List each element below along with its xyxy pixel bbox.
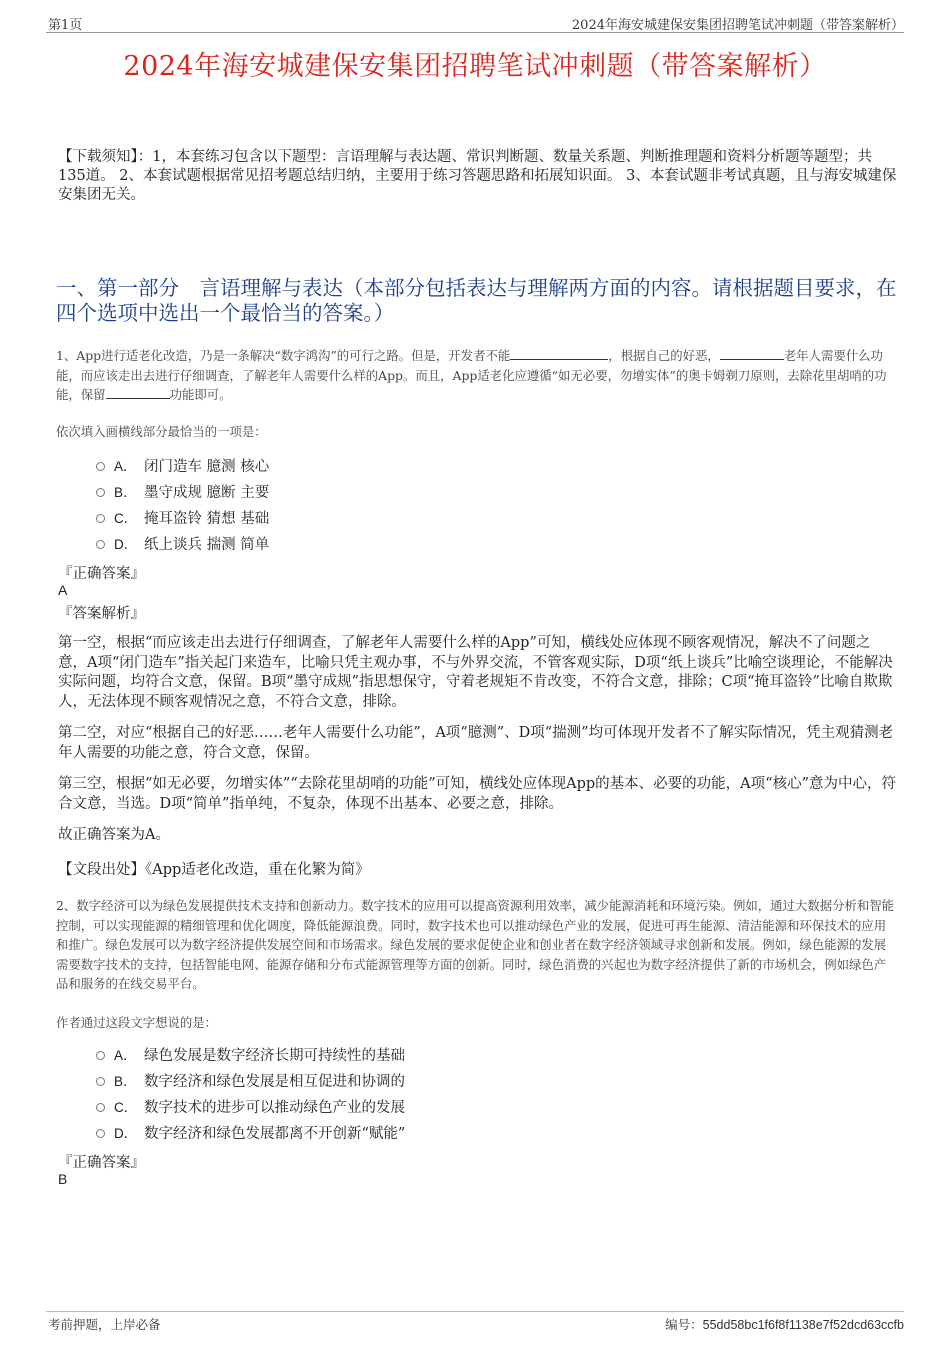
- answer-label: 『正确答案』: [58, 1155, 145, 1171]
- analysis-paragraph: 第三空，根据“如无必要，勿增实体”“去除花里胡哨的功能”可知，横线处应体现App的基本、必要的功能，A项“核心”意为中心，符合文意，当选。D项“简单”指单纯，不复杂，体现不出基本、必要之意，排除。: [58, 776, 896, 812]
- radio-icon[interactable]: [96, 540, 105, 549]
- blank-1: [510, 347, 608, 360]
- header-doc-title: 2024年海安城建保安集团招聘笔试冲刺题（带答案解析）: [571, 18, 904, 33]
- download-notice: 【下载须知】：1，本套练习包含以下题型：言语理解与表达题、常识判断题、数量关系题、判断推理题和资料分析题等题型；共135道。 2、本套试题根据常见招考题总结归纳，主要用于练习答题思路和拓展知识面。 3、本套试题非考试真题，且与海安城建保安集团无关。: [58, 149, 897, 203]
- source-citation: 【文段出处】《App适老化改造，重在化繁为简》: [58, 862, 370, 878]
- blank-3: [106, 386, 170, 399]
- radio-icon[interactable]: [96, 488, 105, 497]
- analysis-paragraph: 第一空，根据“而应该走出去进行仔细调查，了解老年人需要什么样的App”可知，横线处应体现不顾客观情况，解决不了问题之意，A项“闭门造车”指关起门来造车，比喻只凭主观办事，不与外界交流，不管客观实际，D项“纸上谈兵”比喻空谈理论，不能解决实际问题，均符合文意，保留。B项“墨守成规”指思想保守，守着老规矩不肯改变，不符合文意，排除；C项“掩耳盗铃”比喻自欺欺人，无法体现不顾客观情况之意，不符合文意，排除。: [58, 635, 893, 710]
- question-1-text: 1、App进行适老化改造，乃是一条解决“数字鸿沟”的可行之路。但是，开发者不能 ，根据自己的好恶， 老年人需要什么功能，而应该走出去进行仔细调查，了解老年人需要什么样的App。而且，App适老化应遵循“如无必要，勿增实体”的奥卡姆剃刀原则，去除花里胡哨的功能，保留 功能即可。: [56, 348, 887, 402]
- option-b[interactable]: B． 数字经济和绿色发展是相互促进和协调的: [96, 1067, 896, 1093]
- answer-value: B: [58, 1171, 68, 1187]
- section-title: 一、第一部分 言语理解与表达（本部分包括表达与理解两方面的内容。请根据题目要求，在四个选项中选出一个最恰当的答案。）: [56, 276, 897, 325]
- blank-2: [720, 347, 784, 360]
- radio-icon[interactable]: [96, 1077, 105, 1086]
- option-a[interactable]: A． 绿色发展是数字经济长期可持续性的基础: [96, 1041, 896, 1067]
- question-2-options: [96, 1041, 896, 1145]
- footer-code: 编号：55dd58bc1f6f8f1138e7f52dcd63ccfb: [665, 1317, 904, 1332]
- option-b[interactable]: B． 墨守成规 臆断 主要: [96, 478, 896, 504]
- option-c[interactable]: C． 掩耳盗铃 猜想 基础: [96, 504, 896, 530]
- footer-slogan: 考前押题，上岸必备: [48, 1317, 161, 1332]
- footer-divider: [46, 1311, 904, 1312]
- option-c[interactable]: C． 数字技术的进步可以推动绿色产业的发展: [96, 1093, 896, 1119]
- question-1-options: [96, 452, 896, 556]
- option-a[interactable]: A． 闭门造车 臆测 核心: [96, 452, 896, 478]
- radio-icon[interactable]: [96, 514, 105, 523]
- page-title: 2024年海安城建保安集团招聘笔试冲刺题（带答案解析）: [123, 51, 827, 82]
- page-number: 第1页: [48, 18, 83, 33]
- option-d[interactable]: D． 数字经济和绿色发展都离不开创新“赋能”: [96, 1119, 896, 1145]
- question-2-prompt: 作者通过这段文字想说的是：: [56, 1015, 218, 1030]
- header-divider: [46, 32, 904, 33]
- analysis-label: 『答案解析』: [58, 606, 145, 622]
- answer-value: A: [58, 582, 68, 598]
- option-d[interactable]: D． 纸上谈兵 揣测 简单: [96, 530, 896, 556]
- radio-icon[interactable]: [96, 1129, 105, 1138]
- radio-icon[interactable]: [96, 1051, 105, 1060]
- analysis-conclusion: 故正确答案为A。: [58, 827, 170, 843]
- answer-label: 『正确答案』: [58, 566, 145, 582]
- question-1-prompt: 依次填入画横线部分最恰当的一项是：: [56, 424, 267, 439]
- radio-icon[interactable]: [96, 462, 105, 471]
- radio-icon[interactable]: [96, 1103, 105, 1112]
- analysis-paragraph: 第二空，对应“根据自己的好恶……老年人需要什么功能”，A项“臆测”、D项“揣测”均可体现开发者不了解实际情况，凭主观猜测老年人需要的功能之意，符合文意，保留。: [58, 725, 894, 761]
- question-2-text: 2、数字经济可以为绿色发展提供技术支持和创新动力。数字技术的应用可以提高资源利用效率，减少能源消耗和环境污染。例如，通过大数据分析和智能控制，可以实现能源的精细管理和优化调度，降低能源浪费。同时，数字技术也可以推动绿色产业的发展，促进可再生能源、清洁能源和环保技术的应用和推广。绿色发展可以为数字经济提供发展空间和市场需求。绿色发展的要求促使企业和创业者在数字经济领域寻求创新和发展。例如，绿色能源的发展需要数字技术的支持，包括智能电网、能源存储和分布式能源管理等方面的创新。同时，绿色消费的兴起也为数字经济提供了新的市场机会，例如绿色产品和服务的在线交易平台。: [56, 898, 895, 991]
